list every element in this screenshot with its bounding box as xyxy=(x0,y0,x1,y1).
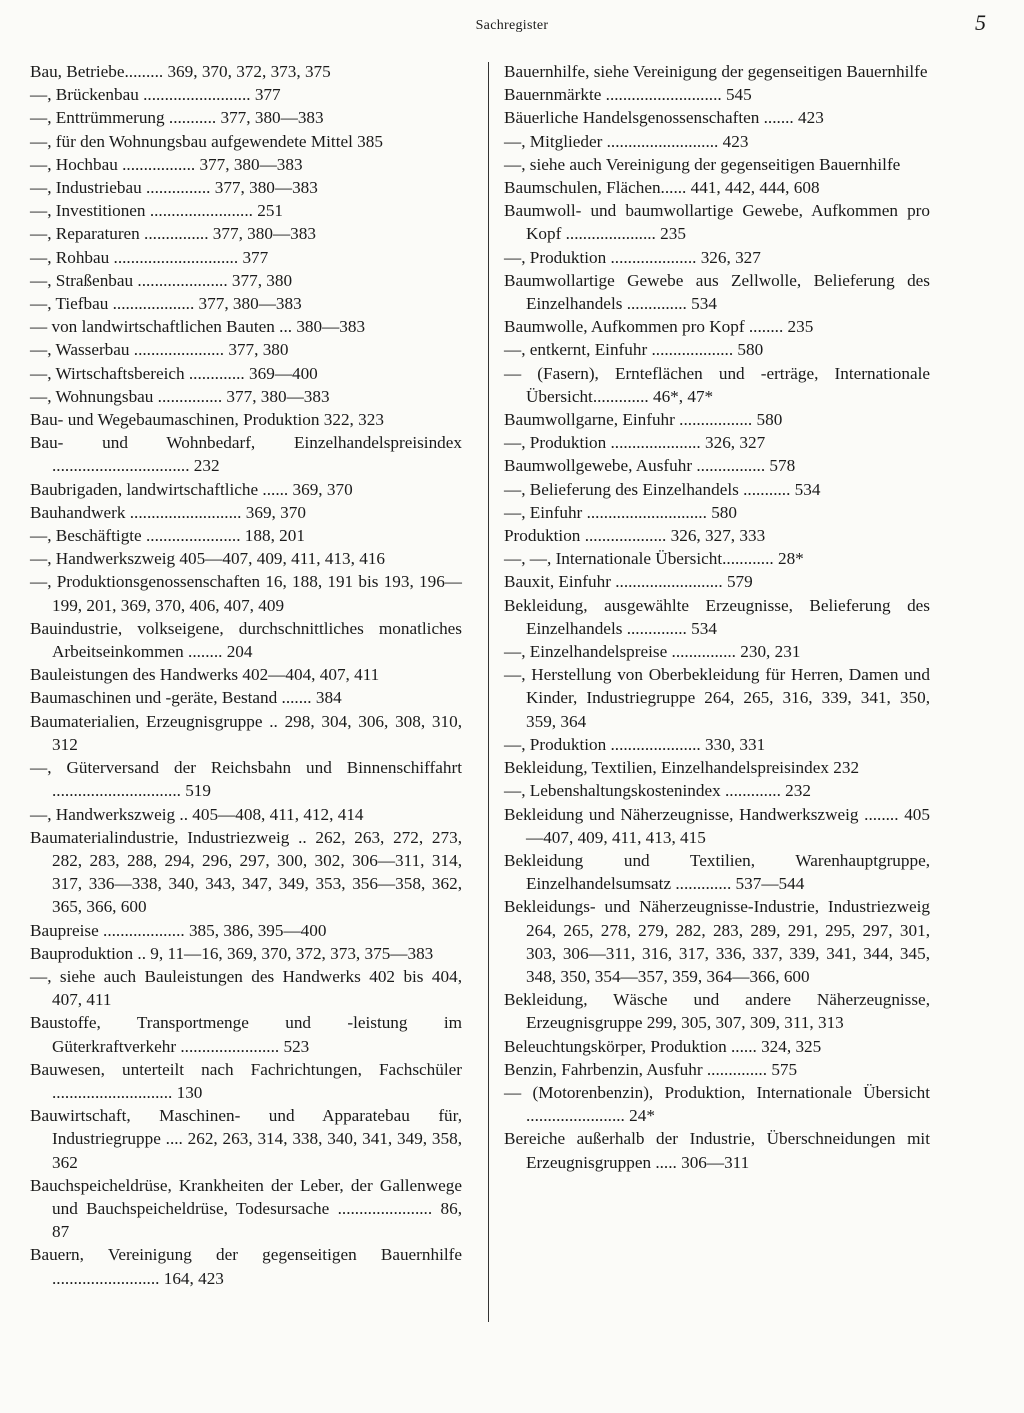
index-entry: —, Belieferung des Einzelhandels ........... 534 xyxy=(504,479,821,499)
index-entry: Baumaterialindustrie, Industriezweig .. 262, 263, 272, 273, 282, 283, 288, 294, 296, 297, 300, 302, 306—311, 314, 317, 336—338, 340, 343, 347, 349, 353, 356—358, 362, 365, 366, 600 xyxy=(30,827,462,917)
index-entry: Bauernhilfe, siehe Vereinigung der gegenseitigen Bauernhilfe xyxy=(504,62,928,81)
index-entry: — (Motorenbenzin), Produktion, Internationale Übersicht ....................... 24* xyxy=(504,1082,930,1126)
index-entry: Beleuchtungskörper, Produktion ...... 324, 325 xyxy=(504,1036,822,1056)
index-entry: — (Fasern), Ernteflächen und -erträge, Internationale Übersicht............. 46*, 47* xyxy=(504,363,930,406)
index-entry: Bau, Betriebe......... 369, 370, 372, 373, 375 xyxy=(30,62,331,81)
index-entry: Bauernmärkte ........................... 545 xyxy=(504,85,752,105)
index-entry: —, siehe auch Bauleistungen des Handwerks 402 bis 404, 407, 411 xyxy=(30,966,462,1010)
index-entry: Baupreise ................... 385, 386, 395—400 xyxy=(30,920,327,940)
index-entry: —, entkernt, Einfuhr ................... 580 xyxy=(504,340,764,360)
index-column-right xyxy=(504,60,930,1174)
index-entry: — von landwirtschaftlichen Bauten ... 380—383 xyxy=(30,317,366,337)
index-entry: —, Industriebau ............... 377, 380—383 xyxy=(30,178,318,198)
index-entry: —, Wasserbau ..................... 377, 380 xyxy=(30,340,289,360)
index-entry: —, Investitionen ........................ 251 xyxy=(30,201,284,221)
index-entry: —, Produktion ..................... 326, 327 xyxy=(504,433,766,453)
index-entry: —, Tiefbau ................... 377, 380—383 xyxy=(30,294,302,314)
index-entry: Bauwesen, unterteilt nach Fachrichtungen, Fachschüler ............................ 130 xyxy=(30,1059,462,1102)
index-entry: —, Hochbau ................. 377, 380—383 xyxy=(30,154,303,174)
index-entry: —, Handwerkszweig 405—407, 409, 411, 413, 416 xyxy=(30,549,386,569)
column-divider xyxy=(488,62,489,1322)
index-entry: —, Wohnungsbau ............... 377, 380—383 xyxy=(30,386,330,406)
index-entry: Bekleidung, Wäsche und andere Näherzeugnisse, Erzeugnisgruppe 299, 305, 307, 309, 311, 313 xyxy=(504,990,930,1033)
index-entry: Baustoffe, Transportmenge und -leistung im Güterkraftverkehr ....................... 523 xyxy=(30,1013,462,1056)
index-entry: —, Herstellung von Oberbekleidung für Herren, Damen und Kinder, Industriegruppe 264, 265, 316, 339, 341, 350, 359, 364 xyxy=(504,665,930,731)
index-entry: Bauhandwerk .......................... 369, 370 xyxy=(30,502,306,522)
index-entry: Bauxit, Einfuhr ......................... 579 xyxy=(504,572,753,592)
index-entry: Bauwirtschaft, Maschinen- und Apparatebau für, Industriegruppe .... 262, 263, 314, 338, 340, 341, 349, 358, 362 xyxy=(30,1106,462,1172)
index-entry: —, Güterversand der Reichsbahn und Binnenschiffahrt .............................. 519 xyxy=(30,758,462,801)
index-entry: Bekleidungs- und Näherzeugnisse-Industrie, Industriezweig 264, 265, 278, 279, 282, 283, 289, 291, 295, 297, 301, 303, 306—311, 316, 317, 336, 337, 339, 341, 344, 345, 348, 350, 354—357, 359, 364—366, 600 xyxy=(504,897,930,986)
index-entry: —, Produktion .................... 326, 327 xyxy=(504,247,761,267)
index-entry: Bauindustrie, volkseigene, durchschnittliches monatliches Arbeitseinkommen ........ 204 xyxy=(30,618,462,662)
index-entry: Bereiche außerhalb der Industrie, Überschneidungen mit Erzeugnisgruppen ..... 306—311 xyxy=(504,1129,930,1172)
index-entry: Baumwolle, Aufkommen pro Kopf ........ 235 xyxy=(504,317,814,337)
index-entry: —, Brückenbau ......................... 377 xyxy=(30,85,281,105)
index-entry: Baumaschinen und -geräte, Bestand ....... 384 xyxy=(30,688,342,708)
index-entry: Bauchspeicheldrüse, Krankheiten der Leber, der Gallenwege und Bauchspeicheldrüse, Todesursache ...................... 86, 87 xyxy=(30,1175,462,1242)
index-entry: —, Reparaturen ............... 377, 380—383 xyxy=(30,224,316,244)
index-entry: —, siehe auch Vereinigung der gegenseitigen Bauernhilfe xyxy=(504,154,901,174)
index-entry: Bau- und Wegebaumaschinen, Produktion 322, 323 xyxy=(30,410,384,430)
index-entry: Bekleidung, Textilien, Einzelhandelspreisindex 232 xyxy=(504,758,860,778)
index-entry: Baubrigaden, landwirtschaftliche ...... 369, 370 xyxy=(30,479,353,499)
index-entry: —, Einfuhr ............................ 580 xyxy=(504,502,737,522)
index-column-left xyxy=(30,60,462,1290)
index-entry: Bauern, Vereinigung der gegenseitigen Bauernhilfe ......................... 164, 423 xyxy=(30,1245,462,1288)
index-entry: —, —, Internationale Übersicht............ 28* xyxy=(504,549,804,569)
index-entry: Benzin, Fahrbenzin, Ausfuhr .............. 575 xyxy=(504,1059,798,1079)
index-entry: —, für den Wohnungsbau aufgewendete Mittel 385 xyxy=(30,131,383,151)
index-entry: Baumwollgarne, Einfuhr ................. 580 xyxy=(504,410,783,430)
index-entry: Baumwollartige Gewebe aus Zellwolle, Belieferung des Einzelhandels .............. 534 xyxy=(504,270,930,314)
index-entry: —, Beschäftigte ...................... 188, 201 xyxy=(30,526,305,546)
index-entry: Bau- und Wohnbedarf, Einzelhandelspreisindex ................................ 232 xyxy=(30,433,462,476)
index-entry: —, Wirtschaftsbereich ............. 369—400 xyxy=(30,363,318,383)
index-entry: Bäuerliche Handelsgenossenschaften ....... 423 xyxy=(504,108,824,128)
index-entry: Baumschulen, Flächen...... 441, 442, 444, 608 xyxy=(504,178,820,198)
index-entry: —, Lebenshaltungskostenindex ............. 232 xyxy=(504,781,811,801)
index-entry: —, Mitglieder .......................... 423 xyxy=(504,131,749,151)
index-entry: Bauleistungen des Handwerks 402—404, 407, 411 xyxy=(30,665,380,685)
running-header: Sachregister xyxy=(475,18,549,33)
index-entry: —, Rohbau ............................. 377 xyxy=(30,247,269,267)
index-entry: —, Einzelhandelspreise ............... 230, 231 xyxy=(504,642,801,662)
index-entry: —, Produktionsgenossenschaften 16, 188, 191 bis 193, 196—199, 201, 369, 370, 406, 407, 409 xyxy=(30,572,462,615)
index-entry: Baumaterialien, Erzeugnisgruppe .. 298, 304, 306, 308, 310, 312 xyxy=(30,711,462,754)
page-number: 5 xyxy=(975,10,986,35)
index-entry: Bekleidung und Textilien, Warenhauptgruppe, Einzelhandelsumsatz ............. 537—544 xyxy=(504,850,930,894)
index-entry: Bauproduktion .. 9, 11—16, 369, 370, 372, 373, 375—383 xyxy=(30,943,434,963)
index-entry: Produktion ................... 326, 327, 333 xyxy=(504,526,766,546)
index-entry: Baumwoll- und baumwollartige Gewebe, Aufkommen pro Kopf ..................... 235 xyxy=(504,201,930,244)
index-entry: —, Produktion ..................... 330, 331 xyxy=(504,734,766,754)
index-entry: Baumwollgewebe, Ausfuhr ................ 578 xyxy=(504,456,796,476)
index-entry: —, Handwerkszweig .. 405—408, 411, 412, 414 xyxy=(30,804,364,824)
index-entry: Bekleidung und Näherzeugnisse, Handwerkszweig ........ 405—407, 409, 411, 413, 415 xyxy=(504,804,930,847)
index-entry: Bekleidung, ausgewählte Erzeugnisse, Belieferung des Einzelhandels .............. 534 xyxy=(504,595,930,638)
index-entry: —, Enttrümmerung ........... 377, 380—383 xyxy=(30,108,324,128)
index-entry: —, Straßenbau ..................... 377, 380 xyxy=(30,270,293,290)
